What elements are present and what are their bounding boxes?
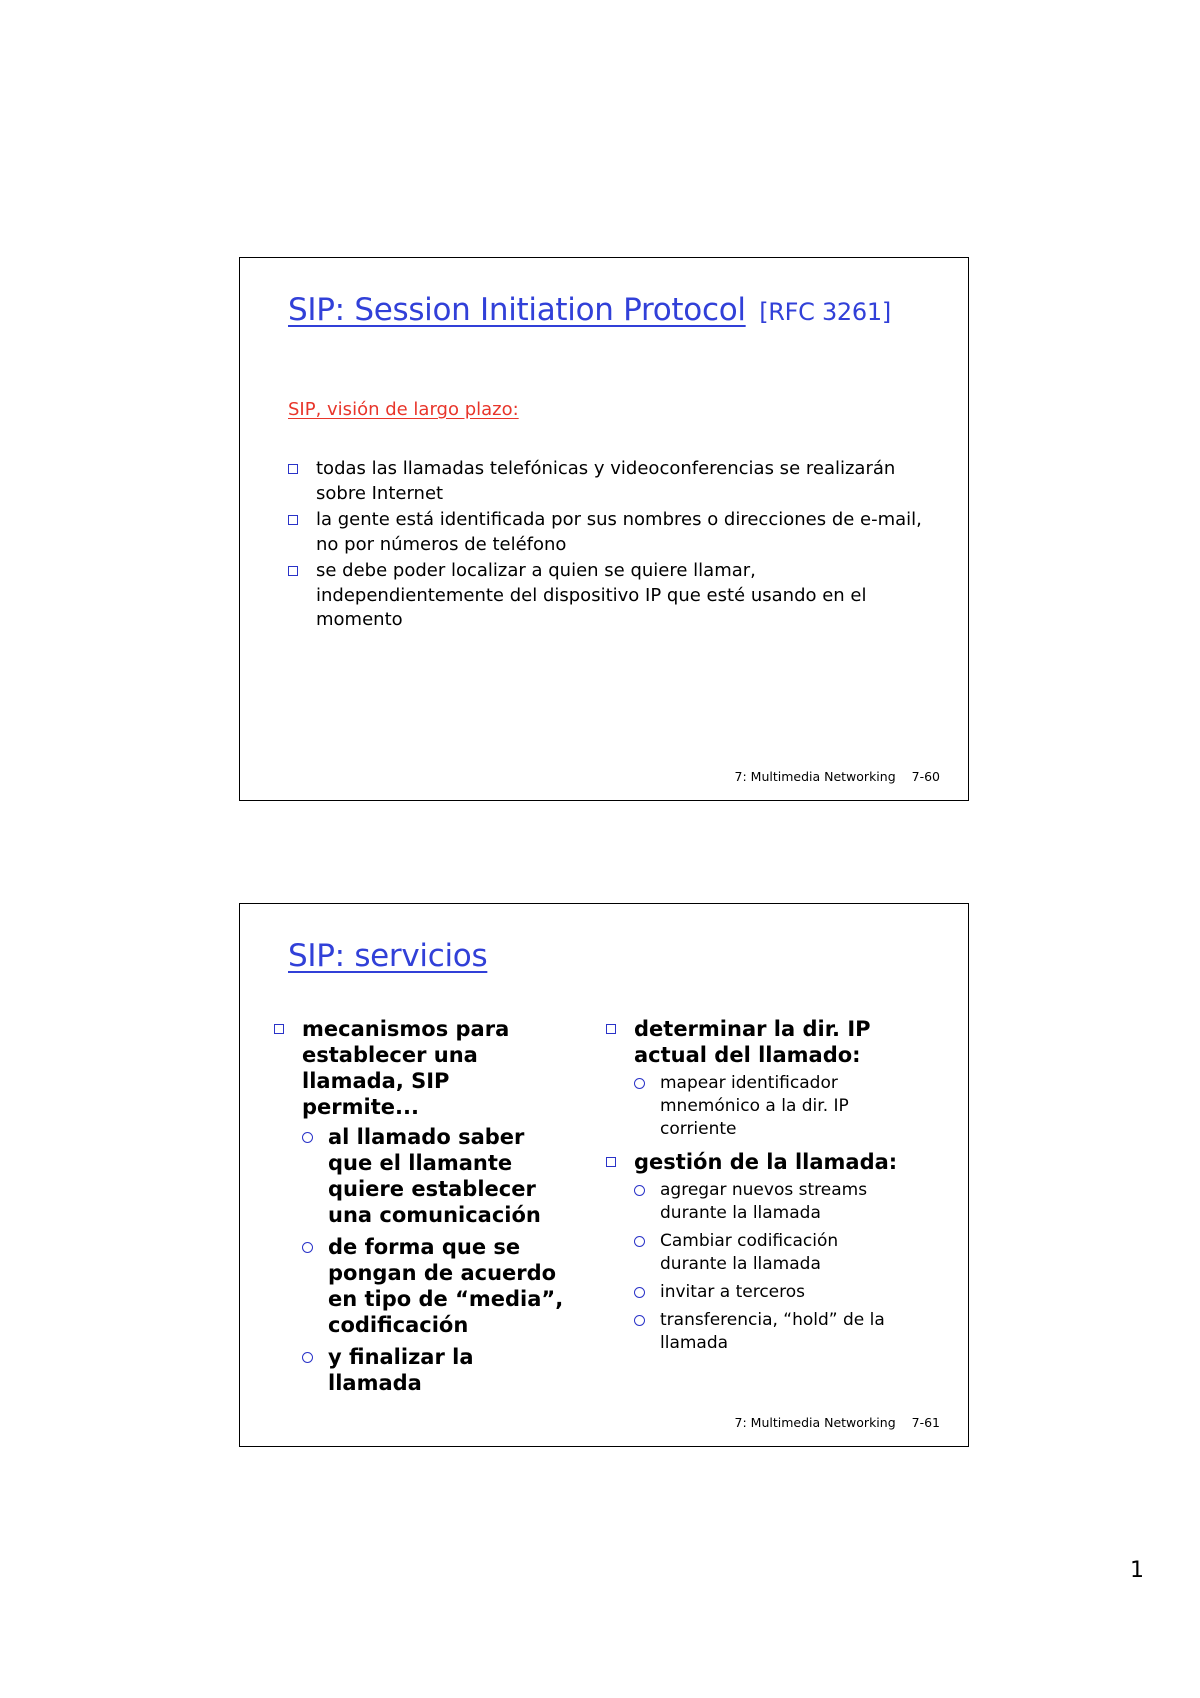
square-bullet-icon bbox=[288, 464, 298, 474]
square-bullet-icon bbox=[274, 1024, 284, 1034]
bullet-text: determinar la dir. IP actual del llamado: bbox=[634, 1017, 871, 1067]
sub-bullet-text: invitar a terceros bbox=[660, 1282, 805, 1302]
sub-list-item bbox=[634, 1309, 906, 1355]
sub-list-item bbox=[302, 1344, 564, 1396]
circle-bullet-icon bbox=[302, 1352, 313, 1363]
slide-7-61 bbox=[239, 903, 969, 1447]
rfc-reference: [RFC 3261] bbox=[759, 298, 891, 326]
slide-title-text: SIP: servicios bbox=[288, 938, 488, 974]
slide-title bbox=[288, 292, 891, 328]
sub-bullet-list bbox=[634, 1179, 906, 1355]
square-bullet-icon bbox=[606, 1157, 616, 1167]
sub-bullet-text: mapear identificador mnemónico a la dir. IP corriente bbox=[660, 1073, 849, 1139]
circle-bullet-icon bbox=[302, 1132, 313, 1143]
list-item bbox=[606, 1016, 906, 1141]
slide-7-60 bbox=[239, 257, 969, 801]
sub-bullet-text: agregar nuevos streams durante la llamada bbox=[660, 1180, 868, 1223]
sub-bullet-list bbox=[634, 1072, 906, 1141]
course-name: 7: Multimedia Networking bbox=[734, 1415, 896, 1430]
circle-bullet-icon bbox=[634, 1315, 645, 1326]
slide-subtitle: SIP, visión de largo plazo: bbox=[288, 399, 519, 420]
sub-bullet-list bbox=[302, 1124, 564, 1396]
sub-bullet-text: de forma que se pongan de acuerdo en tipo de “media”, codificación bbox=[328, 1235, 564, 1337]
list-item bbox=[288, 559, 928, 633]
slide-footer bbox=[735, 1415, 940, 1430]
bullet-text: mecanismos para establecer una llamada, SIP permite... bbox=[302, 1017, 510, 1119]
circle-bullet-icon bbox=[634, 1078, 645, 1089]
bullet-text: se debe poder localizar a quien se quiere llamar, independientemente del dispositivo IP que esté usando en el momento bbox=[316, 560, 867, 630]
slide-number: 7-60 bbox=[911, 769, 940, 784]
sub-bullet-text: al llamado saber que el llamante quiere establecer una comunicación bbox=[328, 1125, 541, 1227]
slide-number: 7-61 bbox=[911, 1415, 940, 1430]
bullet-list bbox=[288, 457, 928, 635]
bullet-text: todas las llamadas telefónicas y videoconferencias se realizarán sobre Internet bbox=[316, 458, 896, 504]
square-bullet-icon bbox=[288, 515, 298, 525]
sub-bullet-text: Cambiar codificación durante la llamada bbox=[660, 1231, 839, 1274]
sub-list-item bbox=[302, 1124, 564, 1228]
circle-bullet-icon bbox=[302, 1242, 313, 1253]
list-item bbox=[288, 508, 928, 557]
sub-list-item bbox=[634, 1072, 906, 1141]
bullet-list bbox=[606, 1016, 906, 1355]
left-column bbox=[274, 1016, 564, 1404]
sub-list-item bbox=[634, 1281, 906, 1304]
course-name: 7: Multimedia Networking bbox=[734, 769, 896, 784]
sub-list-item bbox=[634, 1230, 906, 1276]
list-item bbox=[606, 1149, 906, 1355]
right-column bbox=[606, 1016, 906, 1363]
circle-bullet-icon bbox=[634, 1236, 645, 1247]
sub-list-item bbox=[302, 1234, 564, 1338]
list-item bbox=[288, 457, 928, 506]
page-number: 1 bbox=[1130, 1558, 1144, 1583]
circle-bullet-icon bbox=[634, 1287, 645, 1298]
bullet-text: gestión de la llamada: bbox=[634, 1150, 898, 1174]
list-item bbox=[274, 1016, 564, 1396]
bullet-text: la gente está identificada por sus nombres o direcciones de e-mail, no por números de teléfono bbox=[316, 509, 922, 555]
sub-list-item bbox=[634, 1179, 906, 1225]
bullet-list bbox=[274, 1016, 564, 1396]
slide-title bbox=[288, 938, 487, 974]
sub-bullet-text: transferencia, “hold” de la llamada bbox=[660, 1310, 885, 1353]
sub-bullet-text: y finalizar la llamada bbox=[328, 1345, 474, 1395]
square-bullet-icon bbox=[288, 566, 298, 576]
square-bullet-icon bbox=[606, 1024, 616, 1034]
slide-title-text: SIP: Session Initiation Protocol bbox=[288, 292, 746, 328]
circle-bullet-icon bbox=[634, 1185, 645, 1196]
slide-footer bbox=[735, 769, 940, 784]
